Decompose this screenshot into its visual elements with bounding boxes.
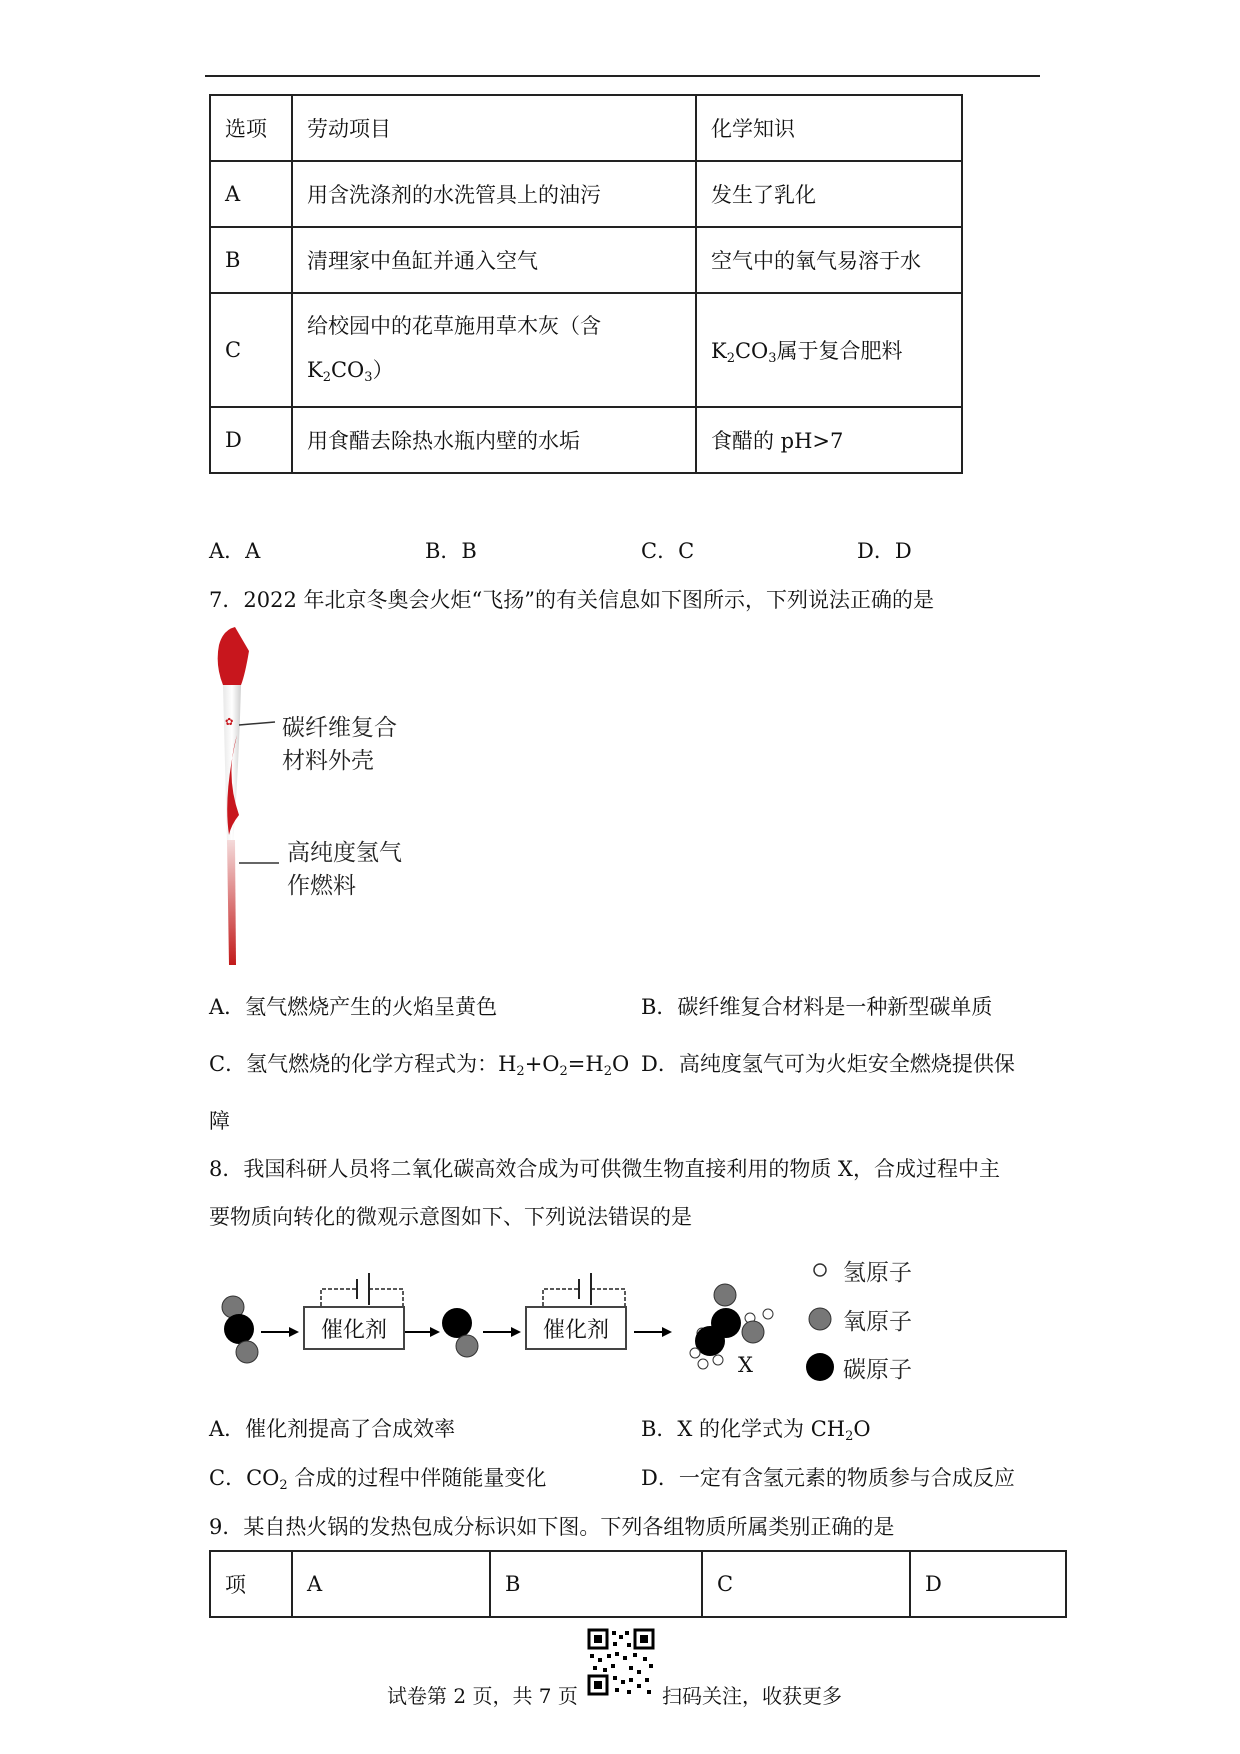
row-item: 用食醋去除热水瓶内壁的水垢 [292,407,696,473]
q8-option-d[interactable]: D．一定有含氢元素的物质参与合成反应 [641,1466,1015,1490]
q6-option-a[interactable]: A．A [209,539,261,563]
q8-stem-2: 要物质向转化的微观示意图如下、下列说法错误的是 [209,1205,692,1229]
row-item [292,293,696,407]
row-option: C [210,293,292,407]
q8-option-c[interactable]: C．$CO_2$ 合成的过程中伴随能量变化 [209,1466,547,1493]
q7-option-a[interactable]: A．氢气燃烧产生的火焰呈黄色 [209,995,498,1019]
table-row [210,227,962,293]
torch-label-fuel-2: 作燃料 [287,873,356,899]
q8-stem-1: 8．我国科研人员将二氧化碳高效合成为可供微生物直接利用的物质 X，合成过程中主 [209,1157,1000,1181]
catalyst-box-2: 催化剂 [525,1306,627,1350]
legend-oxygen-icon [809,1308,831,1330]
torch-emblem: ✿ [225,717,234,728]
q7-option-c[interactable]: C．氢气燃烧的化学方程式为：$H_2+O_2=H_2O$ [209,1052,630,1079]
legend-carbon: 碳原子 [843,1357,912,1383]
row-knowledge: $K_2CO_3$属于复合肥料 [696,293,962,407]
row-item-line2: $K_2CO_3$） [307,358,394,385]
header-b: B [490,1551,702,1617]
hydrogen-atom [690,1348,700,1358]
table-header-row [210,1551,1066,1617]
q7-stem: 7．2022 年北京冬奥会火炬“飞扬”的有关信息如下图所示，下列说法正确的是 [209,588,934,612]
table-header-row [210,95,962,161]
row-option: A [210,161,292,227]
legend-hydrogen-icon [814,1264,826,1276]
hydrogen-atom [698,1359,708,1369]
q6-option-c[interactable]: C．C [641,539,695,563]
legend-carbon-icon [806,1353,834,1381]
header-d: D [910,1551,1066,1617]
oxygen-atom [456,1335,478,1357]
q6-table [209,94,963,474]
row-item: 清理家中鱼缸并通入空气 [292,227,696,293]
torch-figure [205,625,415,970]
arrow-icon [511,1327,521,1337]
torch-label-fuel-1: 高纯度氢气 [287,840,402,866]
footer-scan-text: 扫码关注，收获更多 [662,1684,842,1708]
table-row [210,293,962,407]
row-knowledge: 发生了乳化 [696,161,962,227]
q6-option-d[interactable]: D．D [857,539,912,563]
carbon-atom [442,1308,472,1338]
legend-oxygen: 氧原子 [843,1309,912,1335]
header-a: A [292,1551,490,1617]
legend-hydrogen: 氢原子 [843,1260,912,1286]
header-option: 选项 [210,95,292,161]
arrow-icon [289,1327,299,1337]
torch-label-shell-1: 碳纤维复合 [282,715,397,741]
q7-option-b[interactable]: B．碳纤维复合材料是一种新型碳单质 [641,995,993,1019]
row-knowledge: 空气中的氧气易溶于水 [696,227,962,293]
footer-page-number: 试卷第 2 页，共 7 页 [387,1684,578,1708]
table-row [210,161,962,227]
product-x-label: X [738,1353,753,1377]
q7-option-d-cont: 障 [209,1109,230,1133]
q8-option-a[interactable]: A．催化剂提高了合成效率 [209,1417,456,1441]
header-c: C [702,1551,910,1617]
row-knowledge: 食醋的 pH>7 [696,407,962,473]
row-item-line1: 给校园中的花草施用草木灰（含 [307,314,601,338]
arrow-icon [662,1327,672,1337]
torch-flame [218,627,249,685]
q9-table [209,1550,1067,1618]
header-rule [205,75,1040,77]
header-item: 项 [210,1551,292,1617]
oxygen-atom [236,1341,258,1363]
q7-option-d[interactable]: D．高纯度氢气可为火炬安全燃烧提供保 [641,1052,1015,1076]
hydrogen-atom [713,1355,723,1365]
q9-stem: 9．某自热火锅的发热包成分标识如下图。下列各组物质所属类别正确的是 [209,1515,895,1539]
catalyst-box-1: 催化剂 [303,1306,405,1350]
row-item: 用含洗涤剂的水洗管具上的油污 [292,161,696,227]
hydrogen-atom [763,1309,773,1319]
arrow-icon [430,1327,440,1337]
table-row [210,407,962,473]
torch-label-shell-2: 材料外壳 [282,748,374,774]
carbon-atom [224,1314,254,1344]
q8-option-b[interactable]: B．X 的化学式为 $CH_2O$ [641,1417,871,1444]
row-option: D [210,407,292,473]
header-chem-knowledge: 化学知识 [696,95,962,161]
q6-option-b[interactable]: B．B [425,539,477,563]
qr-code-icon[interactable] [587,1628,655,1696]
oxygen-atom [742,1321,764,1343]
oxygen-atom [714,1284,736,1306]
row-option: B [210,227,292,293]
header-labor-item: 劳动项目 [292,95,696,161]
